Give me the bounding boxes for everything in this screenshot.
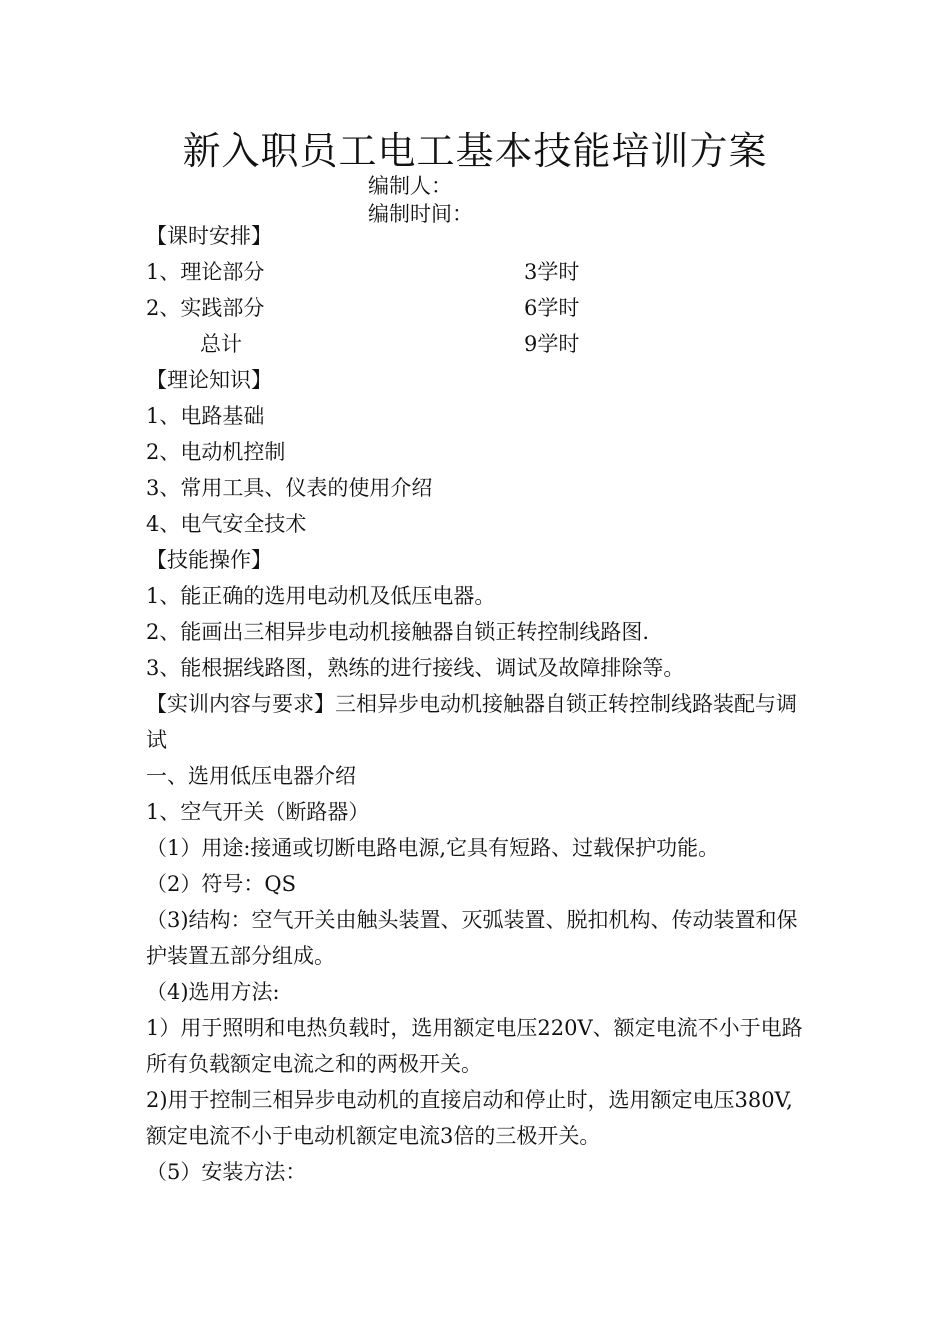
author-label: 编制人： bbox=[368, 174, 452, 198]
schedule-row-value: 6学时 bbox=[524, 296, 580, 320]
theory-item: 2、电动机控制 bbox=[146, 440, 286, 464]
selection-paragraph-1: 1）用于照明和电热负载时，选用额定电压220V、额定电流不小于电路所有负载额定电流之和的两极开关。 bbox=[146, 1016, 803, 1076]
theory-item: 4、电气安全技术 bbox=[146, 512, 307, 536]
date-label: 编制时间： bbox=[368, 202, 473, 226]
schedule-total-value: 9学时 bbox=[524, 332, 580, 356]
selection-paragraph-2: 2)用于控制三相异步电动机的直接启动和停止时，选用额定电压380V,额定电流不小于电动机额定电流3倍的三极开关。 bbox=[146, 1088, 793, 1148]
theory-heading: 【理论知识】 bbox=[146, 368, 272, 392]
schedule-heading: 【课时安排】 bbox=[146, 224, 272, 248]
skills-item: 3、能根据线路图，熟练的进行接线、调试及故障排除等。 bbox=[146, 656, 685, 680]
install-line: （5）安装方法： bbox=[146, 1160, 307, 1184]
theory-item: 3、常用工具、仪表的使用介绍 bbox=[146, 476, 433, 500]
schedule-row-label: 1、理论部分 bbox=[146, 260, 265, 284]
schedule-row-label: 2、实践部分 bbox=[146, 296, 265, 320]
skills-item: 2、能画出三相异步电动机接触器自锁正转控制线路图. bbox=[146, 620, 650, 644]
skills-item: 1、能正确的选用电动机及低压电器。 bbox=[146, 584, 496, 608]
skills-heading: 【技能操作】 bbox=[146, 548, 272, 572]
schedule-row-value: 3学时 bbox=[524, 260, 580, 284]
section-heading: 一、选用低压电器介绍 bbox=[146, 764, 356, 788]
document-title: 新入职员工电工基本技能培训方案 bbox=[182, 129, 768, 173]
training-heading-paragraph: 【实训内容与要求】三相异步电动机接触器自锁正转控制线路装配与调试 bbox=[146, 692, 797, 752]
theory-item: 1、电路基础 bbox=[146, 404, 265, 428]
use-line: （1）用途:接通或切断电路电源,它具有短路、过载保护功能。 bbox=[146, 836, 720, 860]
section-item: 1、空气开关（断路器） bbox=[146, 800, 370, 824]
schedule-total-label: 总计 bbox=[200, 332, 242, 356]
symbol-line: （2）符号：QS bbox=[146, 872, 296, 896]
structure-paragraph: （3)结构：空气开关由触头装置、灭弧装置、脱扣机构、传动装置和保护装置五部分组成。 bbox=[146, 908, 798, 968]
selection-line: （4)选用方法: bbox=[146, 980, 280, 1004]
